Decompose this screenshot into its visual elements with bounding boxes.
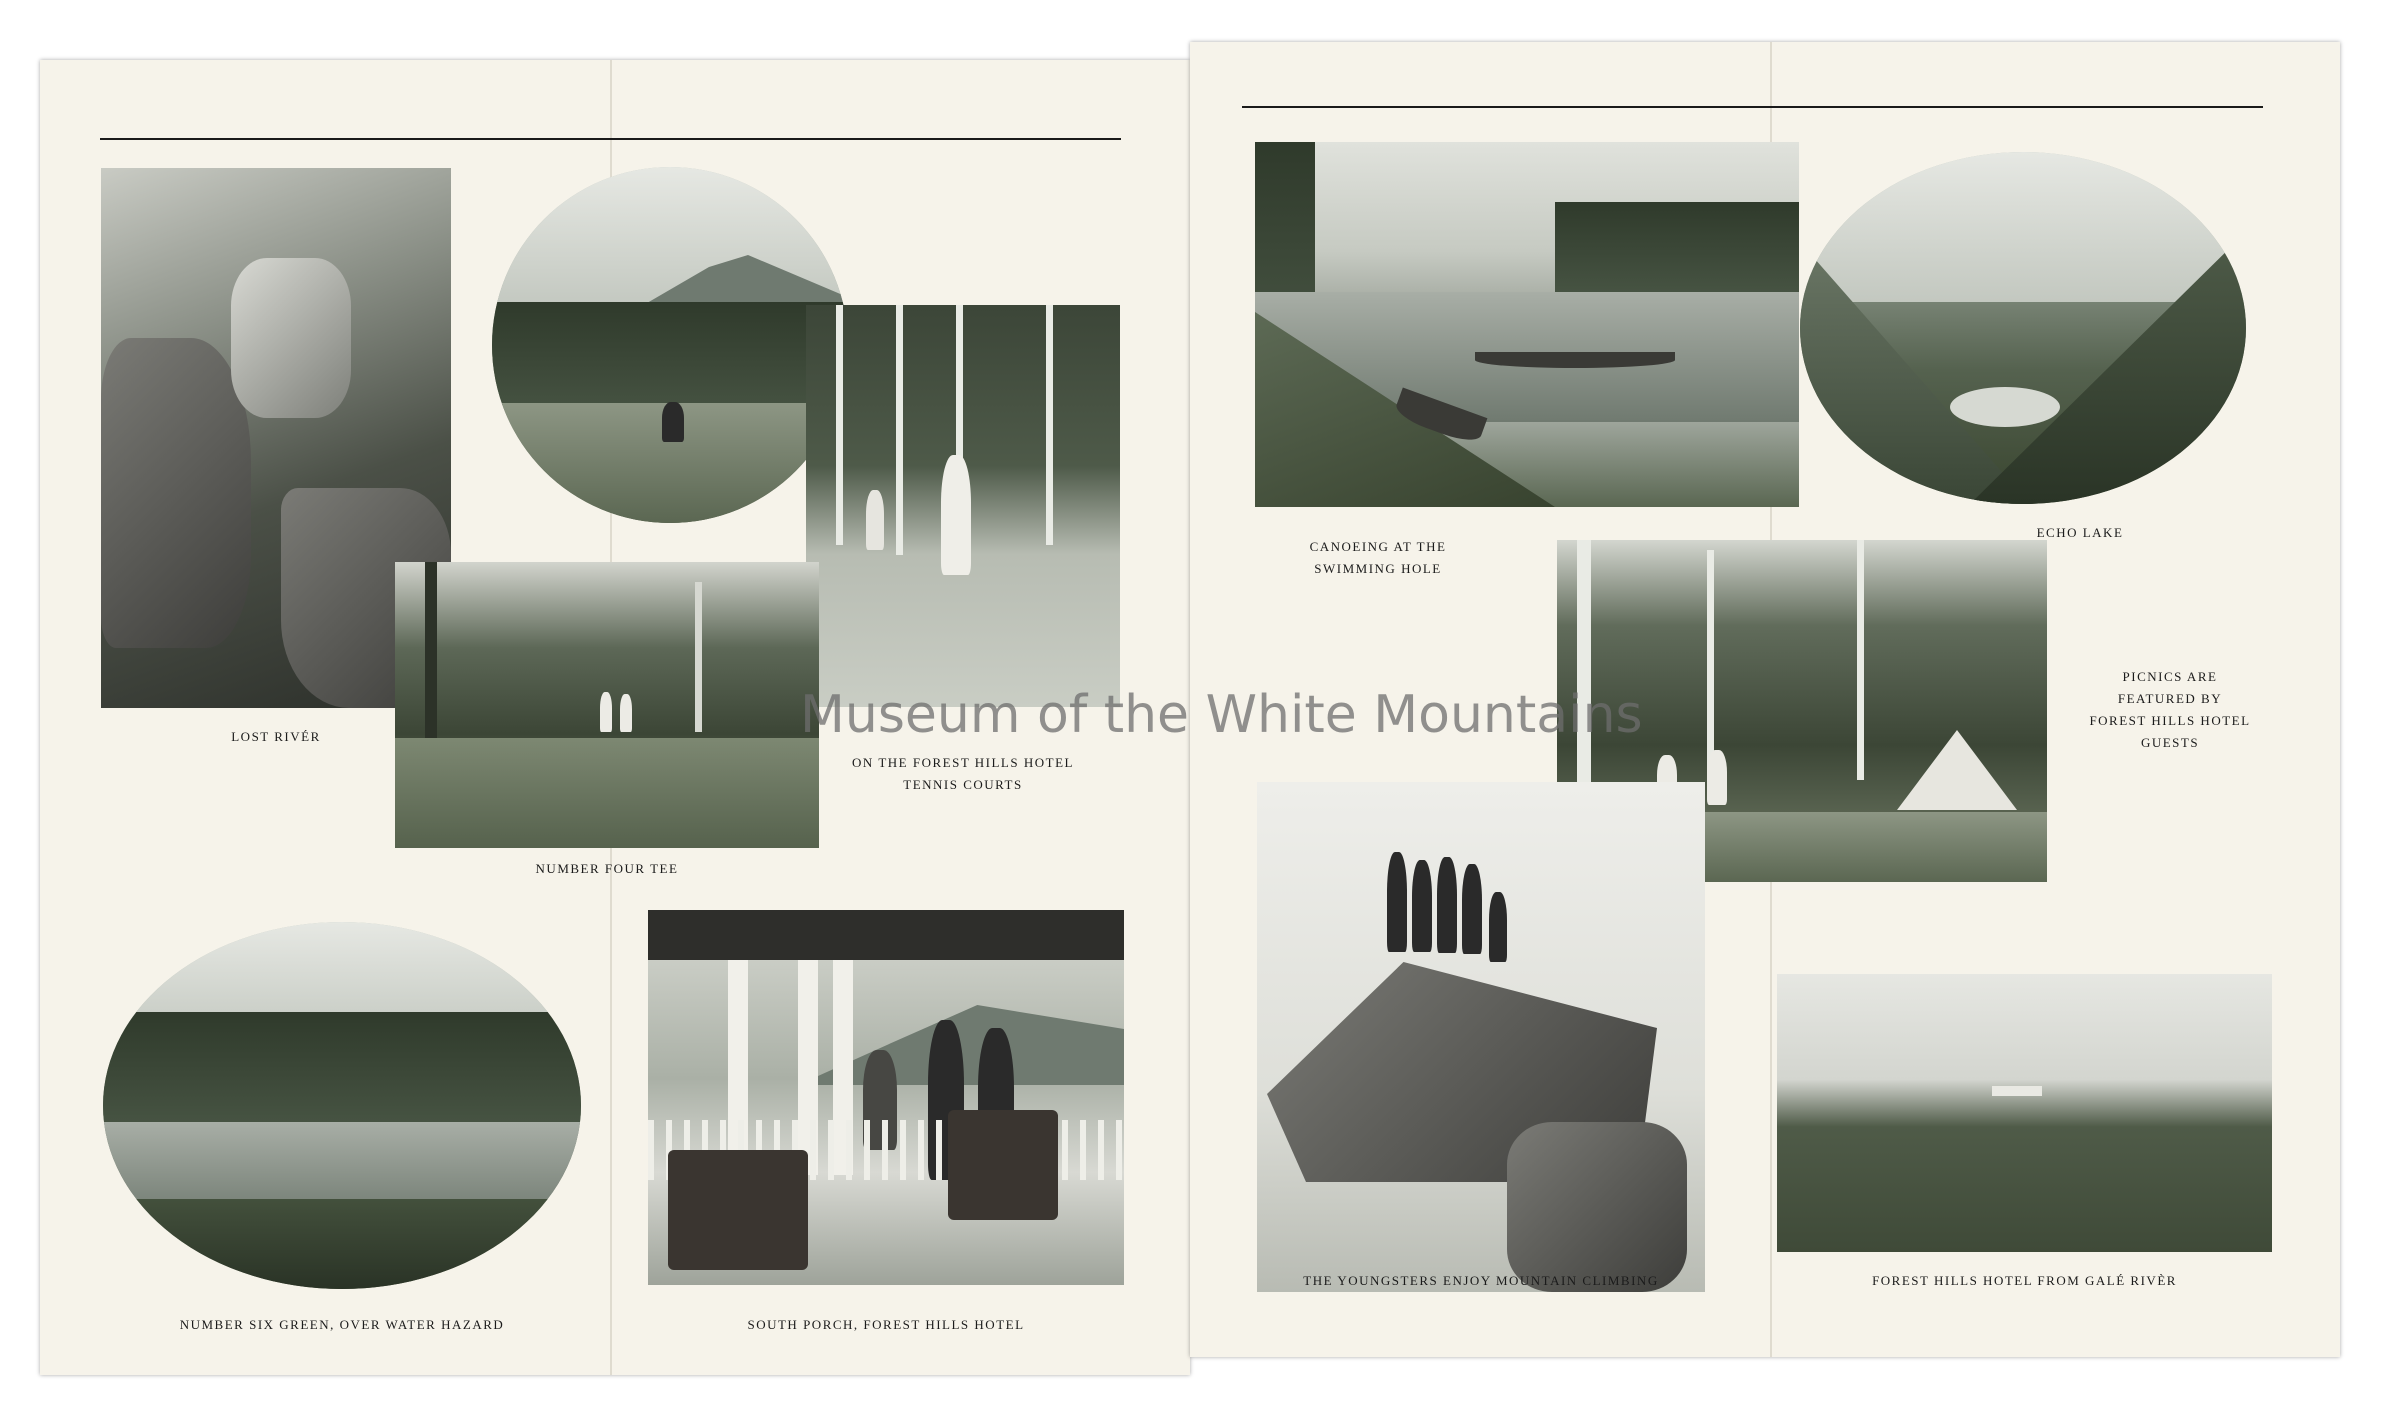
climber xyxy=(1462,864,1482,954)
canoe xyxy=(1475,352,1675,368)
mountain-climbing-photo xyxy=(1257,782,1705,1292)
picnicker xyxy=(1707,750,1727,805)
canoeing-photo xyxy=(1255,142,1799,507)
tennis-player xyxy=(941,455,971,575)
caption-number-four-tee: NUMBER FOUR TEE xyxy=(535,861,679,876)
caption-mountain-climbing: THE YOUNGSTERS ENJOY MOUNTAIN CLIMBING xyxy=(1303,1273,1659,1288)
seated-figure xyxy=(662,402,684,442)
caption-canoeing-line1: CANOEING AT THE xyxy=(1309,539,1447,554)
birch-trunk xyxy=(1577,540,1591,810)
caption-canoeing xyxy=(1255,536,1501,580)
tree-line xyxy=(103,1012,581,1122)
birch-trunk xyxy=(896,305,903,555)
far-tree-line xyxy=(1555,202,1799,292)
caption-echo-lake: ECHO LAKE xyxy=(2036,525,2124,540)
birch-trunk xyxy=(1707,550,1714,780)
tree-line xyxy=(492,302,848,412)
caption-picnics xyxy=(2070,666,2270,754)
climber xyxy=(1387,852,1407,952)
caption-picnics-line2: FEATURED BY xyxy=(2117,691,2223,706)
birch-trunk xyxy=(1046,305,1053,545)
rocking-chair xyxy=(948,1110,1058,1220)
porch-roof xyxy=(648,910,1124,960)
boulder xyxy=(101,338,251,648)
caption-number-six-green: NUMBER SIX GREEN, OVER WATER HAZARD xyxy=(179,1317,505,1332)
number-six-green-oval-photo xyxy=(103,922,581,1289)
fairway xyxy=(395,738,819,848)
tent xyxy=(1897,730,2017,810)
caption-canoeing-line2: SWIMMING HOLE xyxy=(1314,561,1442,576)
museum-watermark: Museum of the White Mountains xyxy=(800,685,1643,745)
caption-tennis xyxy=(806,752,1120,796)
birch-trunk xyxy=(695,582,702,732)
climber xyxy=(1489,892,1507,962)
caption-tennis-line1: ON THE FOREST HILLS HOTEL xyxy=(852,755,1074,770)
caption-tennis-line2: TENNIS COURTS xyxy=(903,777,1023,792)
waterfall-rocks xyxy=(231,258,351,418)
lake xyxy=(1950,387,2060,427)
lower-boulder xyxy=(1507,1122,1687,1292)
number-four-tee-photo xyxy=(395,562,819,848)
caption-picnics-line1: PICNICS ARE xyxy=(2122,669,2218,684)
golfer xyxy=(620,694,632,732)
birch-trunk xyxy=(1857,540,1864,780)
climber xyxy=(1412,860,1432,952)
rocking-chair xyxy=(668,1150,808,1270)
echo-lake-oval-photo xyxy=(1800,152,2246,504)
south-porch-photo xyxy=(648,910,1124,1285)
mountain-view-circle-photo xyxy=(492,167,848,523)
hotel-building xyxy=(1992,1086,2042,1096)
caption-south-porch: SOUTH PORCH, FOREST HILLS HOTEL xyxy=(747,1317,1025,1332)
climber xyxy=(1437,857,1457,953)
top-rule xyxy=(100,138,1121,140)
top-rule xyxy=(1242,106,2263,108)
caption-picnics-line3: FOREST HILLS HOTEL xyxy=(2089,713,2251,728)
tennis-court-photo xyxy=(806,305,1120,707)
golfer xyxy=(600,692,612,732)
forest-hills-hotel-gale-river-photo xyxy=(1777,974,2272,1252)
birch-trunk xyxy=(836,305,843,545)
sky xyxy=(1800,152,2246,302)
foreground-brush xyxy=(103,1199,581,1289)
tennis-player-far xyxy=(866,490,884,550)
caption-picnics-line4: GUESTS xyxy=(2140,735,2200,750)
caption-gale-river: FOREST HILLS HOTEL FROM GALÉ RIVÈR xyxy=(1872,1273,2177,1288)
caption-lost-river: LOST RIVÉR xyxy=(231,729,321,744)
